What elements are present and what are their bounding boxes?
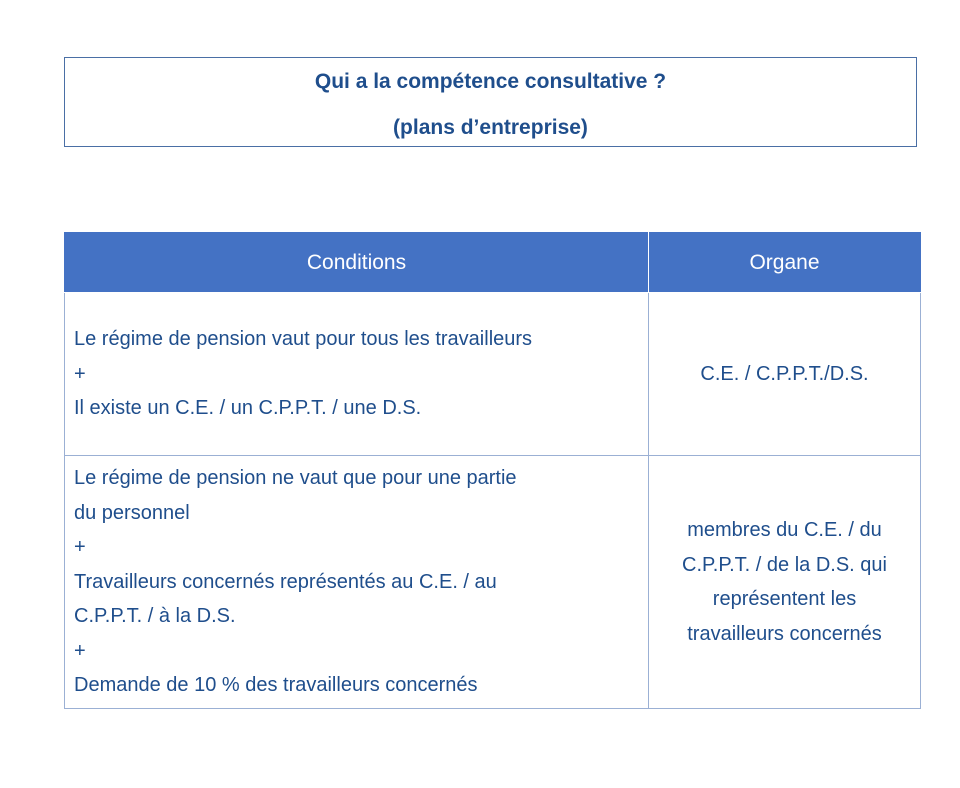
- condition-plus: +: [74, 362, 86, 385]
- condition-plus: +: [74, 536, 86, 559]
- table-header-row: [65, 233, 921, 293]
- competence-table: [64, 232, 920, 709]
- condition-plus: +: [74, 639, 86, 662]
- organe-line: travailleurs concernés: [687, 622, 882, 645]
- title-line-2: (plans d’entreprise): [393, 116, 588, 139]
- organe-line: C.E. / C.P.P.T./D.S.: [700, 362, 869, 385]
- title-box: [64, 57, 917, 147]
- conditions-cell: [65, 456, 649, 709]
- condition-line: du personnel: [74, 501, 190, 524]
- condition-line: Il existe un C.E. / un C.P.P.T. / une D.S.: [74, 397, 422, 420]
- title-line-1: Qui a la compétence consultative ?: [314, 70, 667, 93]
- organe-cell: [649, 456, 921, 709]
- condition-line: Le régime de pension vaut pour tous les travailleurs: [74, 328, 533, 351]
- conditions-cell: [65, 293, 649, 456]
- condition-line: Le régime de pension ne vaut que pour une partie: [74, 467, 517, 490]
- organe-cell: [649, 293, 921, 456]
- header-conditions: Conditions: [65, 233, 649, 293]
- condition-line: Demande de 10 % des travailleurs concernés: [74, 674, 478, 697]
- organe-line: C.P.P.T. / de la D.S. qui: [682, 553, 887, 576]
- condition-line: Travailleurs concernés représentés au C.E. / au: [74, 570, 497, 593]
- table-row: [65, 293, 921, 456]
- organe-line: représentent les: [712, 588, 857, 610]
- header-organe: Organe: [649, 233, 921, 293]
- table-row: [65, 456, 921, 709]
- organe-line: membres du C.E. / du: [687, 519, 882, 541]
- condition-line: C.P.P.T. / à la D.S.: [74, 605, 236, 628]
